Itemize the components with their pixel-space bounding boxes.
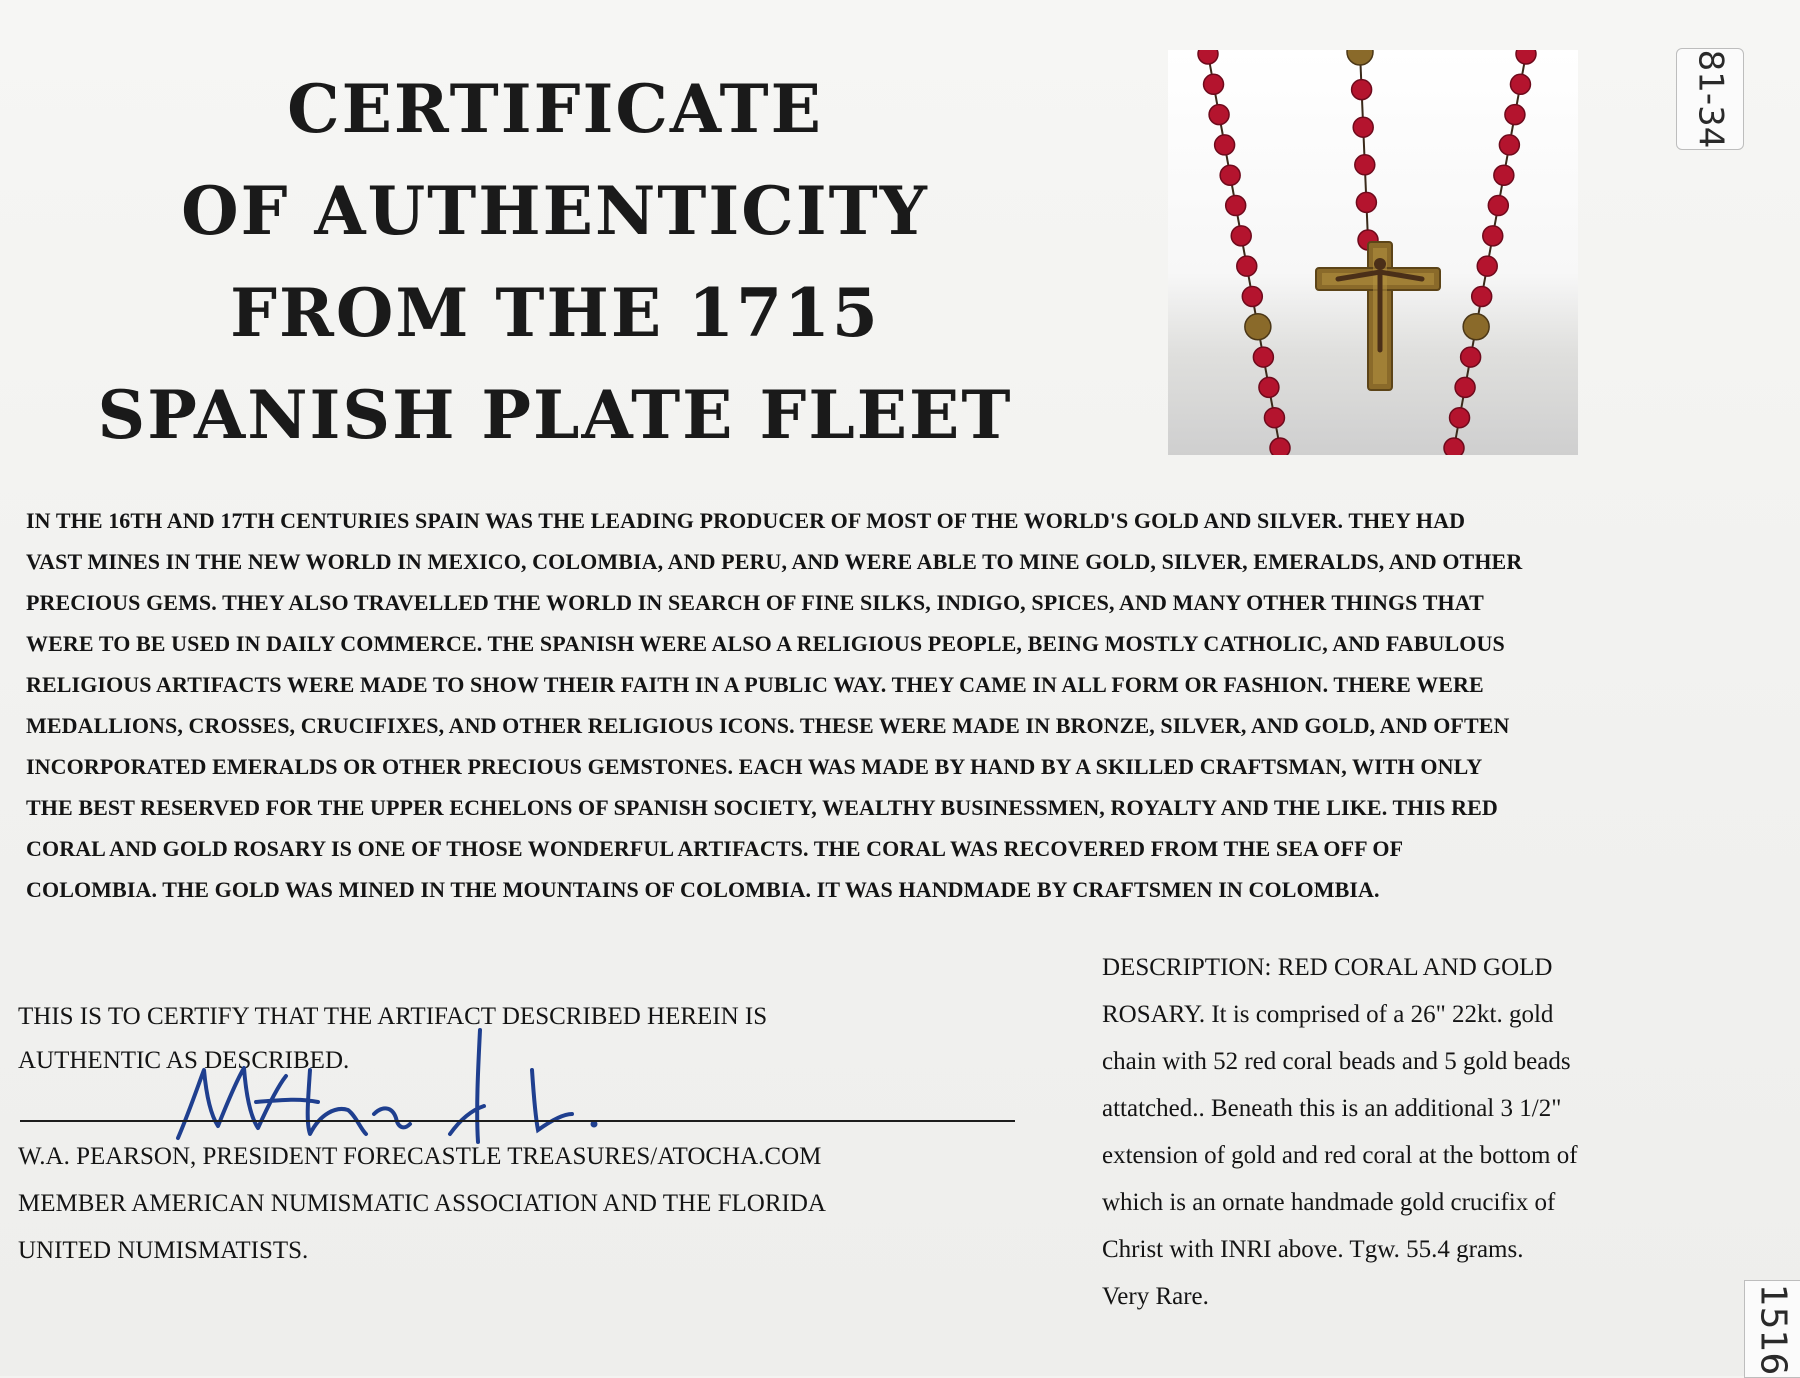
coral-bead: [1215, 135, 1235, 155]
history-line: WERE TO BE USED IN DAILY COMMERCE. THE SPANISH WERE ALSO A RELIGIOUS PEOPLE, BEING MOSTLY CATHOLIC, AND FABULOUS: [26, 631, 1505, 656]
certification-statement: [18, 995, 1018, 1083]
inventory-tag-top: [1676, 48, 1744, 150]
description-line: Very Rare.: [1102, 1283, 1209, 1310]
coral-bead: [1355, 155, 1375, 175]
history-line: RELIGIOUS ARTIFACTS WERE MADE TO SHOW THEIR FAITH IN A PUBLIC WAY. THEY CAME IN ALL FORM OR FASHION. THERE WERE: [26, 672, 1484, 697]
description-line: ROSARY. It is comprised of a 26" 22kt. gold: [1102, 1001, 1554, 1028]
coral-bead: [1510, 74, 1530, 94]
coral-bead: [1204, 74, 1224, 94]
coral-bead: [1237, 256, 1257, 276]
coral-bead: [1450, 408, 1470, 428]
history-line: CORAL AND GOLD ROSARY IS ONE OF THOSE WONDERFUL ARTIFACTS. THE CORAL WAS RECOVERED FROM THE SEA OFF OF: [26, 836, 1404, 861]
signature-line: [20, 1120, 1015, 1122]
history-line: IN THE 16TH AND 17TH CENTURIES SPAIN WAS THE LEADING PRODUCER OF MOST OF THE WORLD'S GOLD AND SILVER. THEY HAD: [26, 508, 1466, 533]
description-line: chain with 52 red coral beads and 5 gold beads: [1102, 1048, 1571, 1075]
coral-bead: [1516, 50, 1536, 64]
signer-block: [18, 1133, 1028, 1274]
coral-bead: [1264, 408, 1284, 428]
coral-bead: [1477, 256, 1497, 276]
history-line: INCORPORATED EMERALDS OR OTHER PRECIOUS GEMSTONES. EACH WAS MADE BY HAND BY A SKILLED CRAFTSMAN, WITH ONLY: [26, 754, 1483, 779]
coral-bead: [1461, 347, 1481, 367]
certificate-title: [60, 58, 1050, 466]
coral-bead: [1209, 105, 1229, 125]
coral-bead: [1226, 196, 1246, 216]
certify-line-2: AUTHENTIC AS DESCRIBED.: [18, 1047, 350, 1074]
history-line: MEDALLIONS, CROSSES, CRUCIFIXES, AND OTHER RELIGIOUS ICONS. THESE WERE MADE IN BRONZE, SILVER, AND GOLD, AND OFTEN: [26, 713, 1510, 738]
gold-bead: [1463, 314, 1489, 340]
coral-bead: [1505, 105, 1525, 125]
coral-bead: [1231, 226, 1251, 246]
coral-bead: [1488, 196, 1508, 216]
history-paragraph: [26, 500, 1716, 910]
description-line: attatched.. Beneath this is an additional 3 1/2": [1102, 1095, 1562, 1122]
description-line: DESCRIPTION: RED CORAL AND GOLD: [1102, 954, 1553, 981]
item-description: [1102, 944, 1742, 1320]
signer-line-2: MEMBER AMERICAN NUMISMATIC ASSOCIATION AND THE FLORIDA: [18, 1190, 826, 1217]
coral-bead: [1455, 377, 1475, 397]
description-line: extension of gold and red coral at the bottom of: [1102, 1142, 1578, 1169]
coral-bead: [1353, 117, 1373, 137]
coral-bead: [1270, 438, 1290, 455]
title-line-3: FROM THE 1715: [230, 274, 880, 352]
history-line: COLOMBIA. THE GOLD WAS MINED IN THE MOUNTAINS OF COLOMBIA. IT WAS HANDMADE BY CRAFTSMEN IN COLOMBIA.: [26, 877, 1380, 902]
coral-bead: [1499, 135, 1519, 155]
title-line-4: SPANISH PLATE FLEET: [97, 376, 1013, 454]
rosary-photo: [1168, 50, 1578, 455]
coral-bead: [1483, 226, 1503, 246]
gold-bead: [1245, 314, 1271, 340]
signer-line-1: W.A. PEARSON, PRESIDENT FORECASTLE TREASURES/ATOCHA.COM: [18, 1143, 822, 1170]
inventory-tag-bottom-label: 1516: [1752, 1283, 1794, 1375]
coral-bead: [1242, 286, 1262, 306]
inventory-tag-bottom: [1744, 1280, 1800, 1378]
coral-bead: [1198, 50, 1218, 64]
description-line: Christ with INRI above. Tgw. 55.4 grams.: [1102, 1236, 1524, 1263]
coral-bead: [1253, 347, 1273, 367]
history-line: VAST MINES IN THE NEW WORLD IN MEXICO, COLOMBIA, AND PERU, AND WERE ABLE TO MINE GOLD, SILVER, EMERALDS, AND OTHER: [26, 549, 1523, 574]
coral-bead: [1220, 165, 1240, 185]
coral-bead: [1356, 192, 1376, 212]
crucifix: [1316, 242, 1440, 390]
rosary-illustration: [1168, 50, 1578, 455]
coral-bead: [1494, 165, 1514, 185]
history-line: THE BEST RESERVED FOR THE UPPER ECHELONS OF SPANISH SOCIETY, WEALTHY BUSINESSMEN, ROYALTY AND THE LIKE. THIS RED: [26, 795, 1498, 820]
coral-bead: [1259, 377, 1279, 397]
description-line: which is an ornate handmade gold crucifix of: [1102, 1189, 1556, 1216]
certify-line-1: THIS IS TO CERTIFY THAT THE ARTIFACT DESCRIBED HEREIN IS: [18, 1003, 768, 1030]
title-line-1: CERTIFICATE: [287, 70, 823, 148]
gold-bead: [1347, 50, 1373, 65]
title-line-2: OF AUTHENTICITY: [181, 172, 929, 250]
coral-bead: [1352, 80, 1372, 100]
history-line: PRECIOUS GEMS. THEY ALSO TRAVELLED THE WORLD IN SEARCH OF FINE SILKS, INDIGO, SPICES, AND MANY OTHER THINGS THAT: [26, 590, 1484, 615]
coral-bead: [1472, 286, 1492, 306]
coral-bead: [1444, 438, 1464, 455]
signer-line-3: UNITED NUMISMATISTS.: [18, 1237, 309, 1264]
inventory-tag-top-label: 81-34: [1690, 49, 1731, 149]
